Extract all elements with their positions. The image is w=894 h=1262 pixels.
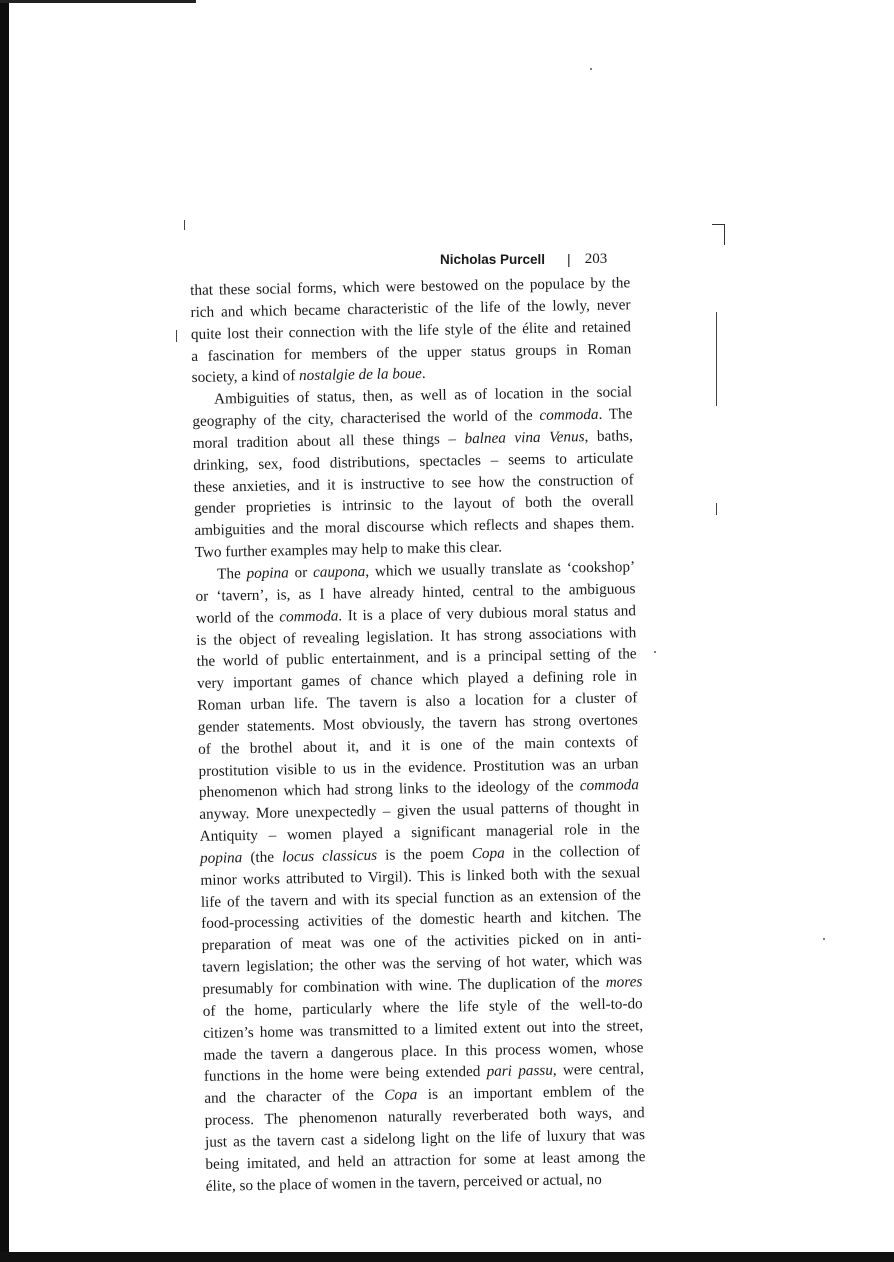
text-run: phenomenon which had strong links to the ideology of the xyxy=(198,777,580,802)
italic-text: balnea vina Venus xyxy=(464,428,585,448)
text-run: being imitated, and held an attraction for some at least among the xyxy=(205,1147,646,1173)
italic-text: caupona xyxy=(312,562,366,581)
crop-mark xyxy=(712,224,725,245)
text-run: preparation of meat was one of the activities picked on in anti- xyxy=(201,929,642,955)
text-run: Antiquity – women played a significant managerial role in the xyxy=(199,820,640,846)
text-run: of the home, particularly where the life style of the well-to-do xyxy=(202,995,643,1020)
italic-text: commoda xyxy=(279,607,339,626)
text-run: or xyxy=(288,563,314,582)
text-run: Two further examples may help to make this clear. xyxy=(194,538,503,562)
text-run: just as the tavern cast a sidelong light on the life of luxury that was xyxy=(204,1126,646,1151)
text-run: life of the tavern and with its special function as an extension of the xyxy=(200,885,641,911)
text-run: quite lost their connection with the life style of the élite and retained xyxy=(190,318,632,343)
italic-text: pari passu xyxy=(486,1062,554,1081)
scan-speck xyxy=(654,651,656,653)
text-run: these anxieties, and it is instructive to see how the construction of xyxy=(193,470,634,496)
text-run: in the collection of xyxy=(504,842,641,862)
scan-artifact-line xyxy=(176,330,177,342)
text-run: (the xyxy=(242,848,283,867)
italic-text: commoda xyxy=(539,405,599,424)
scan-edge-top xyxy=(0,0,196,3)
text-run: process. The phenomenon naturally reverberated both ways, and xyxy=(204,1104,645,1129)
italic-text: popina xyxy=(199,849,243,867)
scan-speck xyxy=(590,68,592,70)
text-run: world of the xyxy=(195,608,280,627)
text-run: drinking, sex, food distributions, spectacles – seems to articulate xyxy=(193,449,634,474)
text-run: gender statements. Most obviously, the tavern has strong overtones xyxy=(197,711,638,736)
text-run: the world of public entertainment, and is a principal setting of the xyxy=(196,645,637,671)
text-run: is an important emblem of the xyxy=(417,1082,645,1104)
author-name: Nicholas Purcell xyxy=(440,251,546,267)
text-run: presumably for combination with wine. The duplication of the xyxy=(202,973,606,998)
text-run: anyway. More unexpectedly – given the usual patterns of thought in xyxy=(199,798,640,824)
text-run: a fascination for members of the upper status groups in Roman xyxy=(191,339,632,365)
text-run: prostitution visible to us in the evidence. Prostitution was an urban xyxy=(198,754,639,780)
text-run: or ‘tavern’, is, as I have already hinted, central to the ambiguous xyxy=(195,580,636,605)
text-run: ambiguities and the moral discourse which reflects and shapes them. xyxy=(194,514,635,540)
text-run: geography of the city, characterised the world of the xyxy=(192,406,540,431)
text-run: made the tavern a dangerous place. In this process women, whose xyxy=(203,1038,644,1064)
italic-text: commoda xyxy=(579,776,640,795)
italic-text: nostalgie de la boue xyxy=(298,365,422,385)
scan-artifact-line xyxy=(184,220,185,230)
text-run: gender proprieties is intrinsic to the layout of both the overall xyxy=(193,492,635,518)
italic-text: mores xyxy=(605,973,643,991)
text-run: is the object of revealing legislation. It has strong associations with xyxy=(196,623,637,649)
text-run: and the character of the xyxy=(204,1086,385,1108)
text-run: , were central, xyxy=(552,1060,645,1080)
running-header xyxy=(440,249,630,269)
text-run: food-processing activities of the domestic hearth and kitchen. The xyxy=(201,907,642,933)
paragraph xyxy=(190,272,632,389)
italic-text: Copa xyxy=(384,1086,418,1104)
text-run: , which we usually translate as ‘cookshop’ xyxy=(365,558,636,580)
text-run: . xyxy=(421,365,426,383)
scan-edge-bottom xyxy=(0,1252,894,1262)
scan-artifact-line xyxy=(716,503,717,515)
text-run: tavern legislation; the other was the serving of hot water, which was xyxy=(201,951,643,977)
text-run: citizen’s home was transmitted to a limited extent out into the street, xyxy=(202,1016,644,1042)
scan-edge-left xyxy=(0,0,9,1262)
italic-text: locus classicus xyxy=(281,846,378,866)
text-run: functions in the home were being extended xyxy=(203,1063,487,1086)
text-run: The xyxy=(216,565,247,583)
text-run: . The xyxy=(598,405,633,423)
header-separator: | xyxy=(567,251,571,267)
scan-artifact-line xyxy=(716,312,717,406)
paragraph xyxy=(195,556,646,1197)
text-run: . It is a place of very dubious moral status and xyxy=(338,601,636,625)
page-number: 203 xyxy=(584,250,608,267)
italic-text: popina xyxy=(246,564,289,583)
text-run: Ambiguities of status, then, as well as of location in the social xyxy=(213,383,633,408)
text-run: moral tradition about all these things – xyxy=(192,430,465,452)
text-run: Roman urban life. The tavern is also a location for a cluster of xyxy=(197,689,638,714)
text-run: that these social forms, which were bestowed on the populace by the xyxy=(190,274,631,299)
text-run: is the poem xyxy=(376,845,472,864)
text-run: of the brothel about it, and it is one of the main contexts of xyxy=(198,732,639,758)
paragraph xyxy=(192,382,635,564)
text-run: élite, so the place of women in the tavern, perceived or actual, no xyxy=(205,1170,602,1195)
body-text xyxy=(190,272,646,1197)
text-run: minor works attributed to Virgil). This is linked both with the sexual xyxy=(200,864,641,889)
text-run: very important games of chance which played a defining role in xyxy=(196,667,638,693)
italic-text: Copa xyxy=(471,844,505,863)
scan-speck xyxy=(823,938,825,940)
text-run: society, a kind of xyxy=(191,367,300,387)
text-run: , baths, xyxy=(584,427,633,446)
text-run: rich and which became characteristic of the life of the lowly, never xyxy=(190,296,631,321)
